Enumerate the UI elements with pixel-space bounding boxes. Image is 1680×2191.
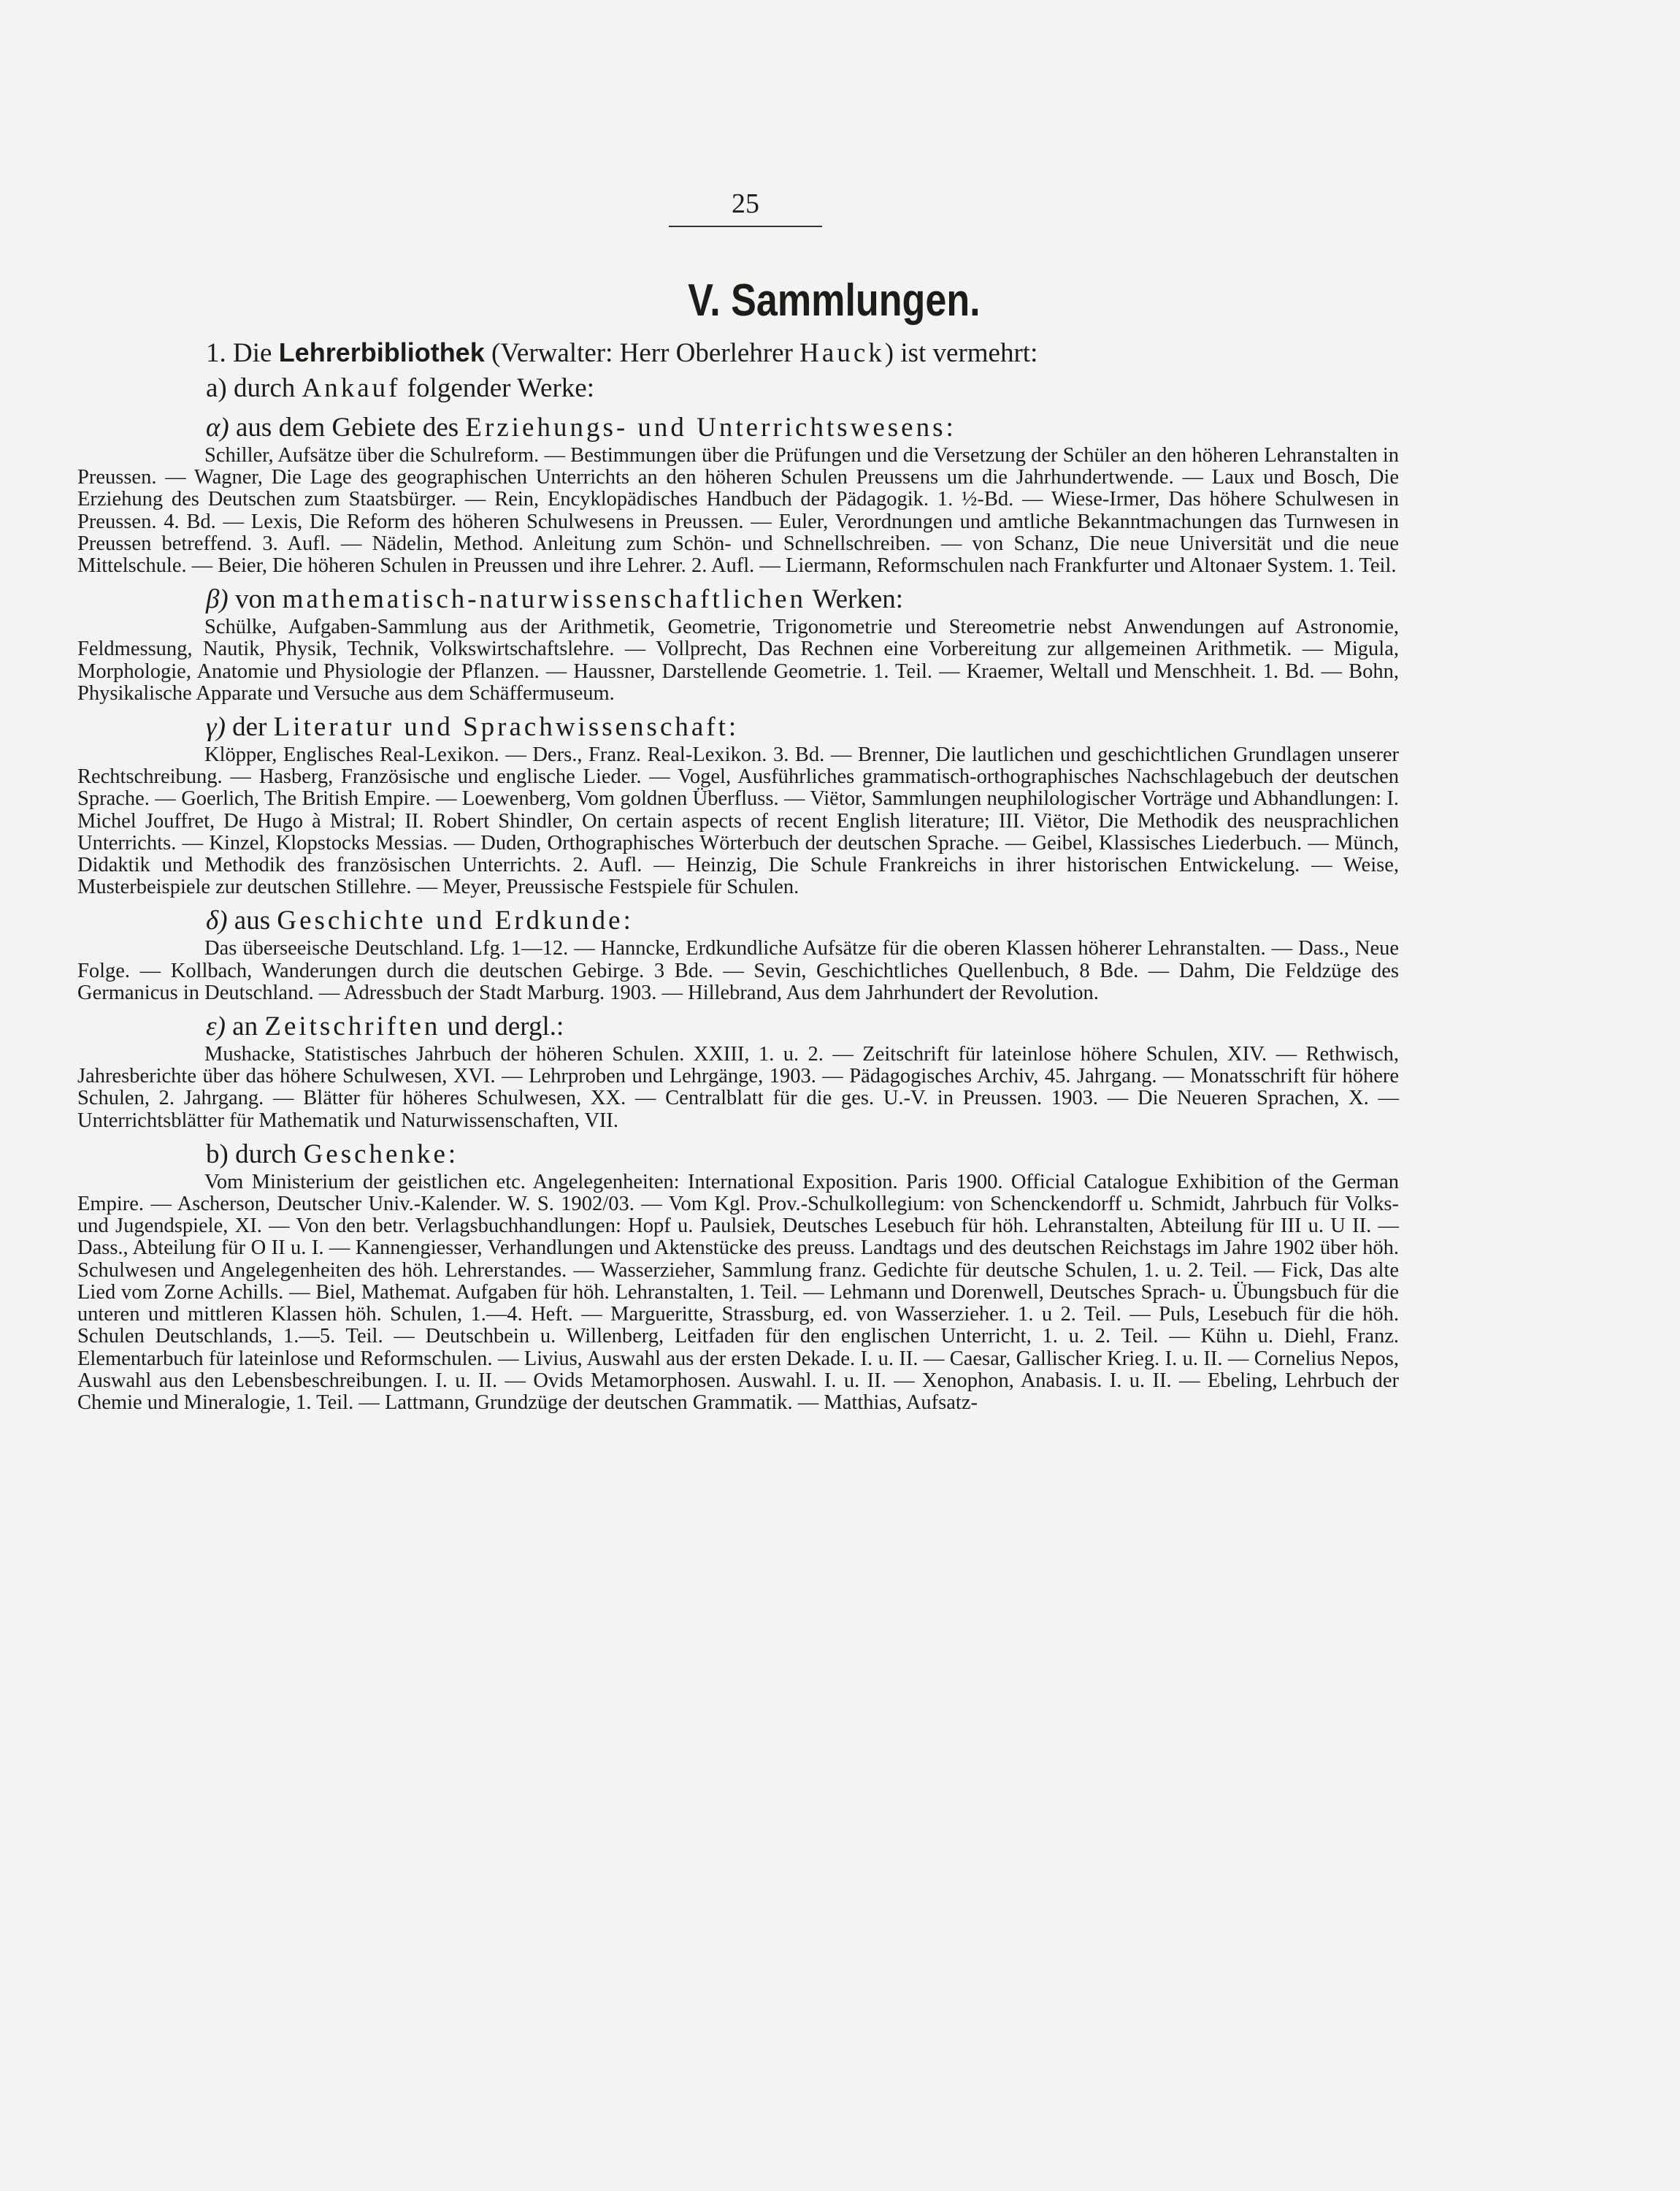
subsection-b-pre: durch — [235, 1139, 297, 1169]
subsection-b-spaced: Geschenke: — [303, 1139, 459, 1169]
beta-heading — [206, 583, 1399, 616]
epsilon-marker: ε) — [206, 1012, 226, 1042]
alpha-spaced: Erziehungs- und Unterrichtswesens: — [465, 413, 956, 443]
delta-heading — [206, 904, 1399, 938]
beta-marker: β) — [206, 584, 229, 615]
gamma-entries: Klöpper, Englisches Real-Lexikon. — Ders., Franz. Real-Lexikon. 3. Bd. — Brenner, Die lautlichen und geschichtlichen Grundlagen unserer Rechtschreibung. — Hasberg, Französische und englische Lieder. — Vogel, Ausführliches grammatisch-orthographisches Nachschlagebuch der deutschen Sprache. — Goerlich, The British Empire. — Loewenberg, Vom goldnen Überfluss. — Viëtor, Sammlungen neuphilologischer Vorträge und Abhandlungen: I. Michel Jouffret, De Hugo à Mistral; II. Robert Shindler, On certain aspects of recent English literature; III. Viëtor, Die Methodik des neusprachlichen Unterrichts. — Kinzel, Klopstocks Messias. — Duden, Orthographisches Wörterbuch der deutschen Sprache. — Geibel, Klassisches Liederbuch. — Münch, Didaktik und Methodik des französischen Unterrichts. 2. Aufl. — Heinzig, Die Schule Frankreichs in ihrer historischen Entwickelung. — Weise, Musterbeispiele zur deutschen Stillehre. — Meyer, Preussische Festspiele für Schulen. — [77, 743, 1399, 899]
alpha-heading — [206, 411, 1399, 445]
gamma-spaced: Literatur und Sprachwissenschaft: — [273, 712, 740, 743]
alpha-marker: α) — [206, 413, 229, 443]
beta-spaced: mathematisch-naturwissenschaftlichen — [282, 584, 807, 615]
epsilon-pre: an — [232, 1012, 258, 1042]
alpha-pre: aus dem Gebiete des — [236, 413, 459, 443]
intro-paren-open: (Verwalter: Herr Oberlehrer — [491, 338, 793, 368]
intro-pre: Die — [233, 338, 272, 368]
library-intro — [206, 336, 1399, 370]
librarian-name: Hauck — [799, 338, 885, 368]
gamma-heading — [206, 711, 1399, 744]
subsection-b-heading — [206, 1138, 1399, 1171]
gamma-pre: der — [232, 712, 267, 743]
subsection-b-marker: b) — [206, 1139, 229, 1169]
delta-pre: aus — [234, 906, 271, 936]
epsilon-heading — [206, 1010, 1399, 1044]
epsilon-post: und dergl.: — [447, 1012, 564, 1042]
subsection-a-post: folgender Werke: — [407, 373, 594, 403]
delta-spaced: Geschichte und Erdkunde: — [277, 906, 634, 936]
subsection-a-pre: durch — [234, 373, 296, 403]
beta-pre: von — [235, 584, 276, 615]
intro-number: 1. — [206, 338, 226, 368]
gamma-marker: γ) — [206, 712, 226, 743]
epsilon-entries: Mushacke, Statistisches Jahrbuch der höheren Schulen. XXIII, 1. u. 2. — Zeitschrift für lateinlose höhere Schulen, XIV. — Rethwisch, Jahresberichte über das höhere Schulwesen, XVI. — Lehrproben und Lehrgänge, 1903. — Pädagogisches Archiv, 45. Jahrgang. — Monatsschrift für höhere Schulen, 2. Jahrgang. — Blätter für höheres Schulwesen, XX. — Centralblatt für die ges. U.-V. in Preussen. 1903. — Die Neueren Sprachen, X. — Unterrichtsblätter für Mathematik und Naturwissenschaften, VII. — [77, 1043, 1399, 1132]
epsilon-spaced: Zeitschriften — [264, 1012, 441, 1042]
alpha-entries: Schiller, Aufsätze über die Schulreform. — Bestimmungen über die Prüfungen und die Versetzung der Schüler an den höheren Lehranstalten in Preussen. — Wagner, Die Lage des geographischen Unterrichts an den höheren Schulen Preussens um die Jahrhundertwende. — Laux und Bosch, Die Erziehung des Deutschen zum Staatsbürger. — Rein, Encyklopädisches Handbuch der Pädagogik. 1. ½-Bd. — Wiese-Irmer, Das höhere Schulwesen in Preussen. 4. Bd. — Lexis, Die Reform des höheren Schulwesens in Preussen. — Euler, Verordnungen und amtliche Bekanntmachungen das Turnwesen in Preussen betreffend. 3. Aufl. — Nädelin, Method. Anleitung zum Schön- und Schnellschreiben. — von Schanz, Die neue Universität und die neue Mittelschule. — Beier, Die höheren Schulen in Preussen und ihre Lehrer. 2. Aufl. — Liermann, Reformschulen nach Frankfurter und Altonaer System. 1. Teil. — [77, 444, 1399, 578]
document-body — [77, 336, 1399, 1414]
page-number-rule — [669, 226, 822, 227]
subsection-a-spaced: Ankauf — [302, 373, 401, 403]
page-number: 25 — [732, 188, 759, 219]
subsection-b-entries: Vom Ministerium der geistlichen etc. Angelegenheiten: International Exposition. Paris 1900. Official Catalogue Exhibition of the German Empire. — Ascherson, Deutscher Univ.-Kalender. W. S. 1902/03. — Vom Kgl. Prov.-Schulkollegium: von Schenckendorff u. Schmidt, Jahrbuch für Volks- und Jugendspiele, XI. — Von den betr. Verlagsbuchhandlungen: Hopf u. Paulsiek, Deutsches Lesebuch für höh. Lehranstalten, Abteilung für III u. U II. — Dass., Abteilung für O II u. I. — Kannengiesser, Verhandlungen und Aktenstücke des preuss. Landtags und des deutschen Reichstags im Jahre 1902 über höh. Schulwesen und Angelegenheiten des höh. Lehrerstandes. — Wasserzieher, Sammlung franz. Gedichte für deutsche Schulen, 1. u. 2. Teil. — Fick, Das alte Lied vom Zorne Achills. — Biel, Mathemat. Aufgaben für höh. Lehranstalten, 1. Teil. — Lehmann und Dorenwell, Deutsches Sprach- u. Übungsbuch für die unteren und mittleren Klassen höh. Schulen, 1.—4. Heft. — Margueritte, Strassburg, ed. von Wasserzieher. 1. u 2. Teil. — Puls, Lesebuch für die höh. Schulen Deutschlands, 1.—5. Teil. — Deutschbein u. Willenberg, Leitfaden für den englischen Unterricht, 1. u. 2. Teil. — Kühn u. Diehl, Franz. Elementarbuch für lateinlose und Reformschulen. — Livius, Auswahl aus der ersten Dekade. I. u. II. — Caesar, Gallischer Krieg. I. u. II. — Cornelius Nepos, Auswahl aus den Lebensbeschreibungen. I. u. II. — Ovids Metamorphosen. Auswahl. I. u. II. — Xenophon, Anabasis. I. u. II. — Ebeling, Lehrbuch der Chemie und Mineralogie, 1. Teil. — Lattmann, Grundzüge der deutschen Grammatik. — Matthias, Aufsatz- — [77, 1170, 1399, 1414]
beta-post: Werken: — [812, 584, 904, 615]
intro-paren-close: ) ist vermehrt: — [884, 338, 1038, 368]
delta-entries: Das überseeische Deutschland. Lfg. 1—12. — Hanncke, Erdkundliche Aufsätze für die oberen Klassen höherer Lehranstalten. — Dass., Neue Folge. — Kollbach, Wanderungen durch die deutschen Gebirge. 3 Bde. — Sevin, Geschichtliches Quellenbuch, 8 Bde. — Dahm, Die Feldzüge des Germanicus in Deutschland. — Adressbuch der Stadt Marburg. 1903. — Hillebrand, Aus dem Jahrhundert der Revolution. — [77, 937, 1399, 1004]
library-name: Lehrerbibliothek — [278, 337, 485, 367]
subsection-a-heading — [206, 372, 1399, 405]
section-title: V. Sammlungen. — [688, 275, 981, 326]
delta-marker: δ) — [206, 906, 228, 936]
beta-entries: Schülke, Aufgaben-Sammlung aus der Arithmetik, Geometrie, Trigonometrie und Stereometrie nebst Anwendungen auf Astronomie, Feldmessung, Nautik, Physik, Technik, Volkswirtschaftslehre. — Vollprecht, Das Rechnen eine Vorbereitung zur allgemeinen Arithmetik. — Migula, Morphologie, Anatomie und Physiologie der Pflanzen. — Haussner, Darstellende Geometrie. 1. Teil. — Kraemer, Weltall und Menschheit. 1. Bd. — Bohn, Physikalische Apparate und Versuche aus dem Schäffermuseum. — [77, 616, 1399, 705]
subsection-a-marker: a) — [206, 373, 227, 403]
